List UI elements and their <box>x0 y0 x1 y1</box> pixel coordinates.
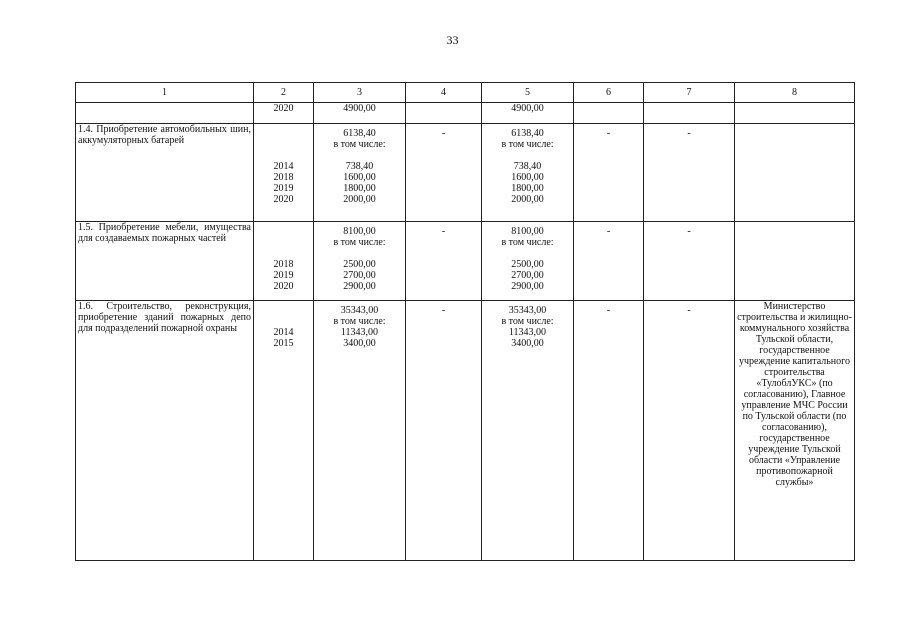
header-col-4: 4 <box>406 83 482 103</box>
year-amount: 2900,00 <box>511 281 544 292</box>
amount-regional-list <box>482 124 574 222</box>
dash-cell <box>574 124 644 222</box>
header-col-5: 5 <box>482 83 574 103</box>
cell-empty <box>735 124 855 222</box>
table-row <box>76 222 855 301</box>
total-amount: 6138,40 <box>343 128 376 139</box>
year-label: 2020 <box>273 281 294 292</box>
dash-mark: - <box>441 128 446 139</box>
header-col-6: 6 <box>574 83 644 103</box>
cell-empty <box>76 103 254 124</box>
year-amount: 1600,00 <box>343 172 376 183</box>
cell-empty <box>406 103 482 124</box>
dash-cell <box>644 222 735 301</box>
year-label: 2018 <box>273 259 294 270</box>
dash-mark: - <box>687 226 691 237</box>
year-amount: 3400,00 <box>511 338 544 349</box>
cell-empty <box>735 222 855 301</box>
dash-cell <box>574 222 644 301</box>
including-label: в том числе: <box>333 316 386 327</box>
table-row <box>76 124 855 222</box>
dash-mark: - <box>606 128 611 139</box>
responsible-agency: Министерство строительства и жилищно-коммунального хозяйства Тульской области, государственное учреждение капитального строительства «ТулоблУКС» (по согласованию), Главное управление МЧС России по Тульской области (по согласованию), государственное учреждение Тульской области «Управление противопожарной службы» <box>735 301 855 561</box>
dash-cell <box>644 301 735 561</box>
activity-description: 1.6. Строительство, реконструкция, приобретение зданий пожарных депо для подразделений пожарной охраны <box>76 301 254 561</box>
cell-amount-regional: 4900,00 <box>482 103 574 124</box>
year-label: 2015 <box>273 338 294 349</box>
total-amount: 8100,00 <box>511 226 544 237</box>
year-amount: 2700,00 <box>343 270 376 281</box>
including-label: в том числе: <box>333 139 386 150</box>
header-col-8: 8 <box>735 83 855 103</box>
including-label: в том числе: <box>333 237 386 248</box>
table-row-2020-continuation <box>76 103 855 124</box>
table-row <box>76 301 855 561</box>
year-amount: 11343,00 <box>508 327 547 338</box>
total-amount: 6138,40 <box>511 128 544 139</box>
year-list <box>254 124 314 222</box>
year-label: 2019 <box>273 270 294 281</box>
year-amount: 2000,00 <box>343 194 376 205</box>
dash-cell <box>406 301 482 561</box>
header-col-2: 2 <box>254 83 314 103</box>
dash-cell <box>406 222 482 301</box>
total-amount: 35343,00 <box>508 305 547 316</box>
dash-mark: - <box>606 226 611 237</box>
dash-cell <box>574 301 644 561</box>
dash-cell <box>644 124 735 222</box>
page-number: 33 <box>446 33 459 47</box>
header-col-1: 1 <box>76 83 254 103</box>
year-list <box>254 301 314 561</box>
amount-total-list <box>314 301 406 561</box>
year-amount: 1600,00 <box>511 172 544 183</box>
activity-description: 1.4. Приобретение автомобильных шин, аккумуляторных батарей <box>76 124 254 222</box>
year-amount: 2500,00 <box>511 259 544 270</box>
program-table <box>75 82 855 561</box>
dash-mark: - <box>687 305 691 316</box>
year-amount: 3400,00 <box>343 338 376 349</box>
year-list <box>254 222 314 301</box>
amount-total-list <box>314 222 406 301</box>
activity-description: 1.5. Приобретение мебели, имущества для создаваемых пожарных частей <box>76 222 254 301</box>
year-amount: 2000,00 <box>511 194 544 205</box>
year-label: 2018 <box>273 172 294 183</box>
cell-year: 2020 <box>254 103 314 124</box>
year-amount: 738,40 <box>345 161 374 172</box>
dash-cell <box>406 124 482 222</box>
header-col-7: 7 <box>644 83 735 103</box>
year-amount: 2900,00 <box>343 281 376 292</box>
year-label: 2019 <box>273 183 294 194</box>
cell-amount-total: 4900,00 <box>314 103 406 124</box>
header-col-3: 3 <box>314 83 406 103</box>
amount-total-list <box>314 124 406 222</box>
year-amount: 1800,00 <box>343 183 376 194</box>
including-label: в том числе: <box>501 237 554 248</box>
year-amount: 2500,00 <box>343 259 376 270</box>
total-amount: 8100,00 <box>343 226 376 237</box>
dash-mark: - <box>441 305 446 316</box>
year-label: 2014 <box>273 327 294 338</box>
cell-empty <box>644 103 735 124</box>
year-amount: 738,40 <box>513 161 542 172</box>
year-amount: 11343,00 <box>340 327 379 338</box>
year-amount: 1800,00 <box>511 183 544 194</box>
cell-empty <box>574 103 644 124</box>
including-label: в том числе: <box>501 316 554 327</box>
dash-mark: - <box>687 128 691 139</box>
year-label: 2014 <box>273 161 294 172</box>
dash-mark: - <box>606 305 611 316</box>
amount-regional-list <box>482 301 574 561</box>
year-amount: 2700,00 <box>511 270 544 281</box>
total-amount: 35343,00 <box>340 305 379 316</box>
year-label: 2020 <box>273 194 294 205</box>
cell-empty <box>735 103 855 124</box>
including-label: в том числе: <box>501 139 554 150</box>
dash-mark: - <box>441 226 446 237</box>
header-row <box>76 83 855 103</box>
amount-regional-list <box>482 222 574 301</box>
